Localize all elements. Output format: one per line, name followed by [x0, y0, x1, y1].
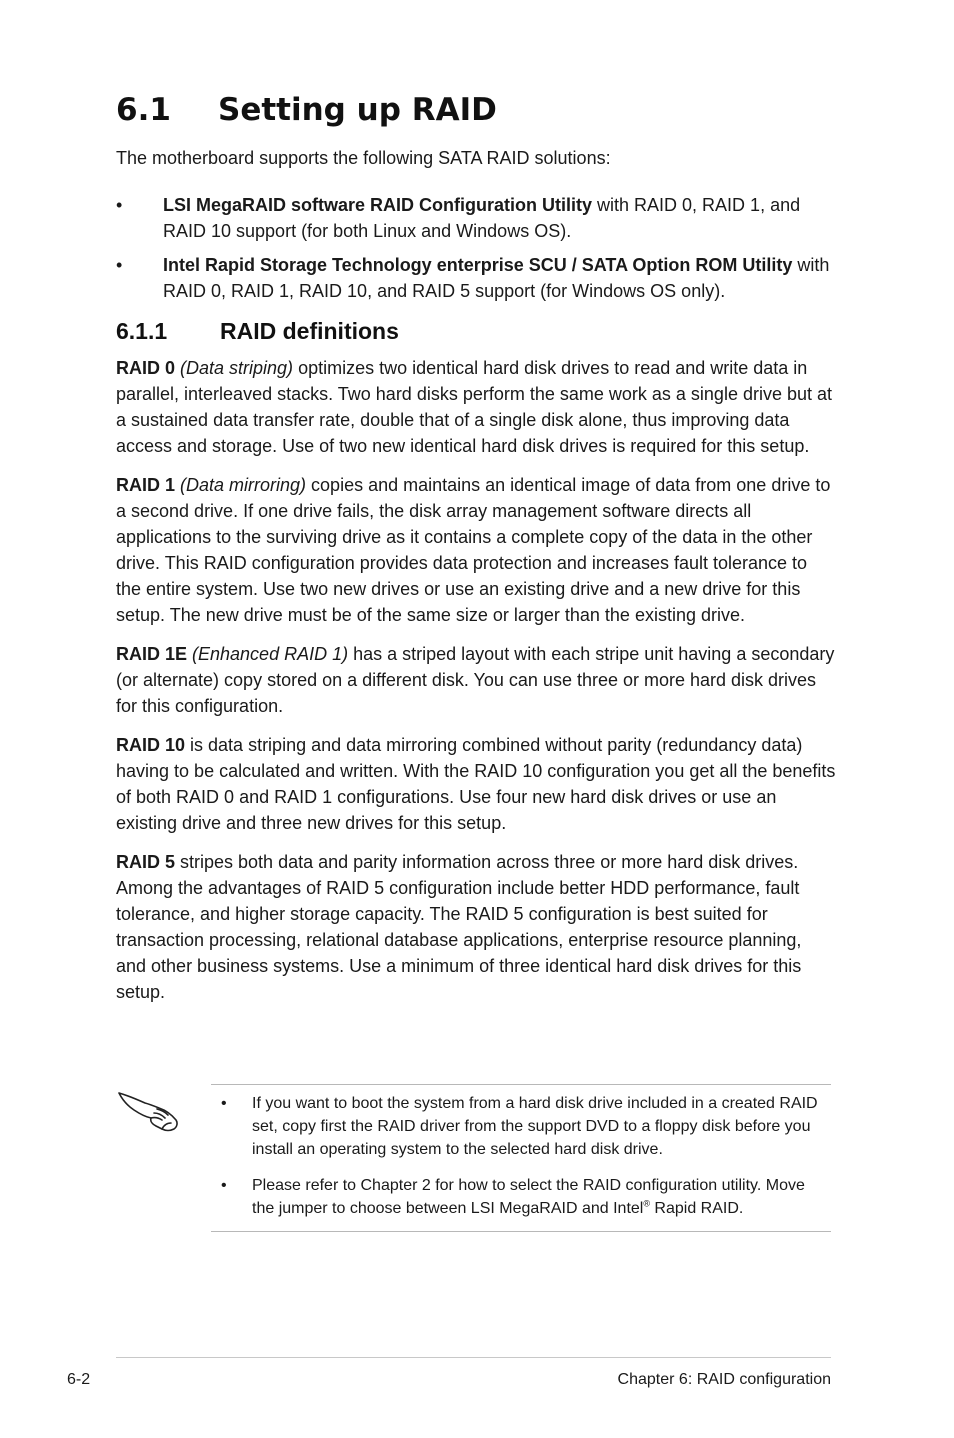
note-list [211, 1092, 831, 1233]
section-heading [116, 88, 497, 132]
definition-text: has a striped layout with each stripe unit having a secondary (or alternate) copy stored on a different disk. You can use three or more hard disk drives for this configuration. [116, 644, 835, 716]
definition-term: RAID 1 [116, 475, 176, 495]
definition-text: is data striping and data mirroring combined without parity (redundancy data) having to be calculated and written. With the RAID 10 configuration you get all the benefits of both RAID 0 and RAID 1 configurations. Use four new hard disk drives or use an existing drive and three new drives for this setup. [116, 735, 836, 833]
note-item [211, 1092, 831, 1161]
solution-name: LSI MegaRAID software RAID Configuration Utility [163, 195, 593, 215]
section-number: 6.1 [116, 92, 171, 128]
definition-paragraph [116, 355, 836, 459]
definition-term: RAID 10 [116, 735, 186, 755]
note-text: Please refer to Chapter 2 for how to select the RAID configuration utility. Move the jumper to choose between LSI MegaRAID and Intel [252, 1177, 805, 1217]
definition-term: RAID 0 [116, 358, 176, 378]
solution-description: with RAID 0, RAID 1, RAID 10, and RAID 5 support (for Windows OS only). [163, 255, 830, 301]
note-hand-icon [116, 1087, 180, 1135]
note-text: If you want to boot the system from a hard disk drive included in a created RAID set, copy first the RAID driver from the support DVD to a floppy disk before you install an operating system to the selected hard disk drive. [252, 1095, 818, 1158]
subsection-heading [116, 315, 399, 347]
definitions-body [116, 355, 836, 1018]
raid-solutions-list [116, 192, 836, 312]
bullet-marker: • [221, 1095, 227, 1112]
bullet-marker: • [221, 1177, 227, 1194]
definition-paragraph [116, 849, 836, 1005]
solution-description: with RAID 0, RAID 1, and RAID 10 support (for both Linux and Windows OS). [163, 195, 801, 241]
bullet-marker: • [116, 195, 123, 215]
solution-name: Intel Rapid Storage Technology enterprise SCU / SATA Option ROM Utility [163, 255, 793, 275]
subsection-number: 6.1.1 [116, 318, 168, 344]
definition-paragraph [116, 641, 836, 719]
definition-text: copies and maintains an identical image of data from one drive to a second drive. If one drive fails, the disk array management software directs all applications to the surviving drive as it contains a complete copy of the data in the other drive. This RAID configuration provides data protection and increases fault tolerance to the entire system. Use two new drives or use an existing drive and a new drive for this setup. The new drive must be of the same size or larger than the existing drive. [116, 475, 831, 625]
list-item [116, 252, 836, 304]
definition-text: stripes both data and parity information across three or more hard disk drives. Among the advantages of RAID 5 configuration include better HDD performance, fault tolerance, and higher storage capacity. The RAID 5 configuration is best suited for transaction processing, relational database applications, enterprise resource planning, and other business systems. Use a minimum of three identical hard disk drives for this setup. [116, 852, 802, 1002]
definition-alias: (Data striping) [175, 358, 294, 378]
bullet-marker: • [116, 255, 123, 275]
definition-term: RAID 5 [116, 852, 176, 872]
definition-alias: (Data mirroring) [175, 475, 307, 495]
chapter-title: Chapter 6: RAID configuration [617, 1371, 831, 1388]
subsection-title: RAID definitions [220, 318, 399, 344]
definition-alias: (Enhanced RAID 1) [187, 644, 349, 664]
definition-text: optimizes two identical hard disk drives to read and write data in parallel, interleaved stacks. Two hard disks perform the same work as a single drive but at a sustained data transfer rate, double that of a single disk alone, thus improving data access and storage. Use of two new identical hard disk drives is required for this setup. [116, 358, 833, 456]
footer-divider [116, 1357, 831, 1358]
intro-text: The motherboard supports the following SATA RAID solutions: [116, 148, 611, 168]
page-number: 6-2 [67, 1371, 91, 1388]
note-item [211, 1174, 831, 1220]
definition-paragraph [116, 732, 836, 836]
registered-mark: ® [643, 1198, 650, 1209]
definition-paragraph [116, 472, 836, 628]
list-item [116, 192, 836, 244]
note-box [211, 1084, 831, 1232]
definition-term: RAID 1E [116, 644, 188, 664]
section-title: Setting up RAID [218, 92, 497, 128]
note-text-end: Rapid RAID. [649, 1200, 744, 1217]
